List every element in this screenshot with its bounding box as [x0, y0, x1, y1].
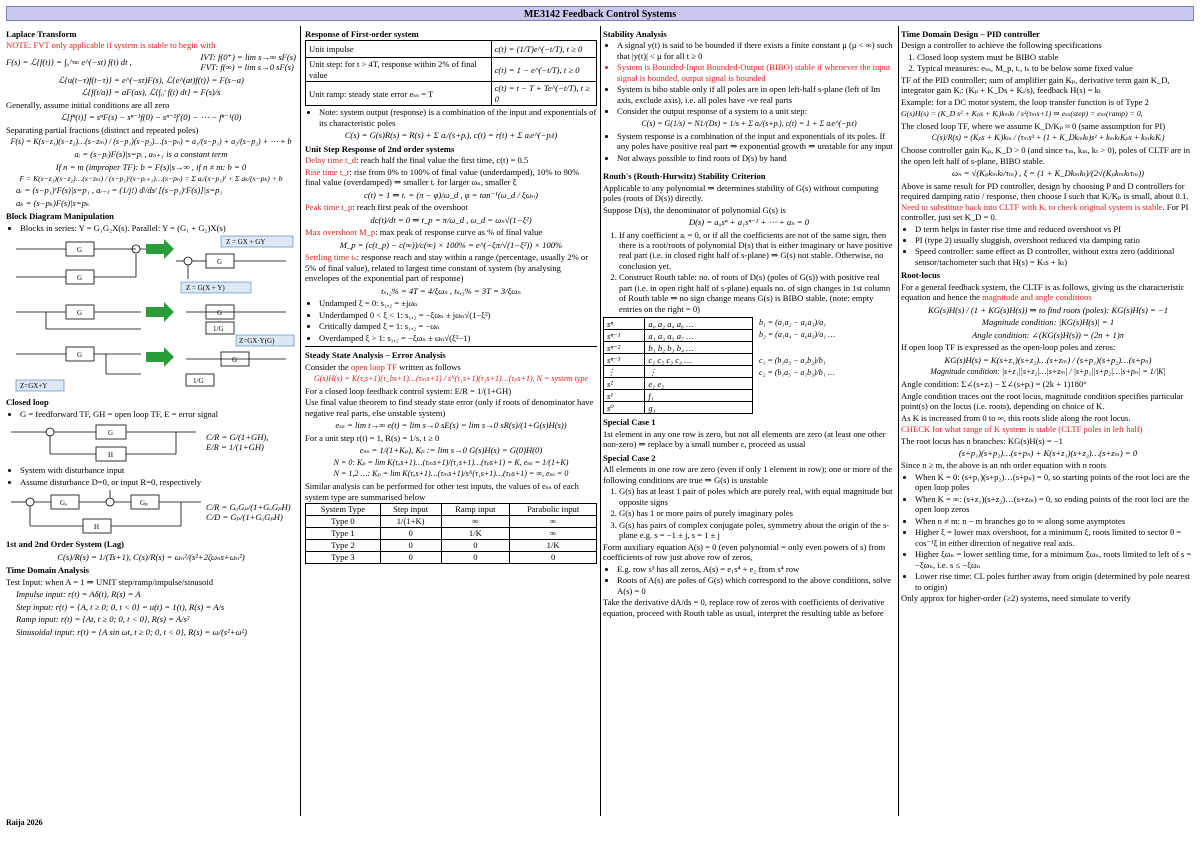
table-cell: 1/(1+K): [380, 516, 441, 528]
text: All elements in one row are zero (even if only 1 element in row); one or more of the following conditions are true ⇒ G(s) is unstable: [603, 464, 893, 485]
table-cell: s²: [604, 378, 645, 390]
equation: b₂ = (a₁a₄ − a₀a₅)/a₁ …: [759, 330, 836, 340]
table-row: [306, 58, 597, 82]
equation: C/R = G/(1+GH),: [206, 431, 269, 442]
table-row: [604, 390, 753, 402]
text: : max peak of response curve as % of final value: [375, 227, 543, 238]
equation: Angle condition: ∠(KG(s)H(s)) = (2n + 1)π: [972, 329, 1124, 340]
text: Separating partial fractions (distinct and repeated poles): [6, 124, 199, 135]
section-heading: Laplace Transform: [6, 29, 77, 39]
section-heading: Time Domain Design – PID controller: [901, 29, 1040, 39]
text: : rise from 0% to 100% of final value (underdamped), 10% to 90% final value (overdamped) ⇒ smaller tᵣ for larger ωₙ, smaller ξ: [305, 166, 580, 188]
equation: Magnitude condition: |s+z₁||s+z₂|…|s+zₘ| / |s+p₁||s+p₂|…|s+pₙ| = 1/|K|: [930, 367, 1166, 377]
equation: C(s) = G(s)R(s) = R(s) + Σ aᵢ/(s+pᵢ), c(t) = r(t) + Σ aᵢe^(−pᵢt): [344, 130, 558, 141]
equation: If n = m (improper TF): b = F(s)|s→∞ , if n ≠ m: b = 0: [55, 161, 247, 172]
text: Take the derivative dA/ds = 0, replace row of zeros with coefficients of derivative equation, proceed with Routh table as usual, interpret the resulting table as before: [603, 597, 885, 618]
term-label: Settling time tₛ: [305, 252, 357, 263]
page-title: ME3142 Feedback Control Systems: [6, 6, 1194, 21]
equation: N = 0: Kₚ = lim K(τₐs+1)…(τₘs+1)/(τ₁s+1)…(τₚs+1) = K, eₛₛ = 1/(1+K): [333, 457, 569, 467]
text: Choose controller gain Kₚ, K_D > 0 (and since τₘ, kₘ, kₜ > 0), poles of CLTF are in the open left half of s-plane, BIBO stable.: [901, 145, 1191, 166]
svg-text:G: G: [77, 309, 83, 318]
svg-text:G: G: [217, 258, 223, 267]
section-heading: Closed loop: [6, 397, 49, 408]
table-row: [306, 516, 597, 528]
table-cell: Type 1: [306, 528, 381, 540]
list-item: • System with disturbance input: [20, 465, 296, 475]
equation: C/D = Gₚ/(1+GₐGₚH): [206, 512, 283, 523]
text: : response reach and stay within a range (percentage, usually 2% or 5% of final value), related to largest time constant of system (by analysing envelopes of the exponential part of response): [305, 252, 589, 284]
text: Since n ≥ m, the above is an nth order equation with n roots: [901, 460, 1107, 471]
list-item: • Assume disturbance D=0, or input R=0, respectively: [20, 477, 296, 487]
table-row: [604, 366, 753, 378]
equation: M_p = (c(t_p) − c(∞))/c(∞) × 100% = e^(−ξπ/√(1−ξ²)) × 100%: [339, 239, 563, 250]
text: : reach first peak of the overshoot: [352, 202, 468, 213]
equation: F(s) = ℒ{f(t)} = ∫₀^∞ e^(−st) f(t) dt ,: [6, 57, 132, 68]
svg-text:G: G: [77, 246, 83, 255]
table-cell: c(t) = (1/T)e^(−t/T), t ≥ 0: [491, 41, 596, 58]
table-row: [306, 540, 597, 552]
section-heading: Special Case 1: [603, 417, 656, 428]
list-item: • Overdamped ξ > 1: s₁,₂ = −ξωₙ ± ωₙ√(ξ²−1): [319, 333, 597, 343]
svg-text:1/G: 1/G: [213, 325, 224, 334]
term-label: Peak time t_p: [305, 202, 353, 213]
svg-text:G: G: [232, 356, 238, 365]
equation: ℒ{u(t−τ)f(t−τ)} = e^(−sτ)F(s), ℒ{e^(at)f(t)} = F(s−a): [58, 74, 244, 85]
first-order-table: [305, 40, 597, 106]
table-cell: g₁: [645, 402, 753, 414]
text: CHECK for what range of K system is stable (CLTF poles in left half): [901, 424, 1143, 435]
term-label: Max overshoot M_p: [305, 227, 376, 238]
equation: N = 1,2 …: Kₚ = lim K(τₐs+1)…(τₘs+1)/sᴺ(τ₁s+1)…(τₚs+1) = ∞, eₛₛ = 0: [333, 469, 569, 479]
list-item: • System response is a combination of the input and exponentials of its poles. If any poles have positive real part ⇒ exponential growth ⇒ unstable for any input: [617, 131, 895, 152]
text: For a closed loop feedback control system: E/R = 1/(1+GH): [305, 385, 512, 396]
table-cell: Unit impulse: [306, 41, 492, 58]
text: Consider the: [305, 361, 351, 372]
list-item: 2. Typical measures: eₛₛ, M_p, tᵣ, tₛ to be below some fixed value: [917, 63, 1195, 73]
list-item: • Speed controller: same effect as D controller, without extra zero (additional sensor/tachometer such that H(s) = Kₜs + kₜ): [915, 246, 1195, 267]
column-header: Parabolic input: [510, 504, 597, 516]
table-cell: e₁ e₂: [645, 378, 753, 390]
list-item: • Consider the output response of a system to a unit step:: [617, 106, 895, 116]
svg-text:G: G: [77, 274, 83, 283]
table-cell: 0: [380, 528, 441, 540]
svg-text:1/G: 1/G: [193, 377, 204, 386]
equation: (s+p₁)(s+p₂)…(s+pₙ) + K(s+z₁)(s+z₂)…(s+zₘ) = 0: [958, 447, 1138, 458]
table-cell: a₁ a₃ a₅ a₇ …: [645, 330, 753, 342]
list-item: • When K = 0: (s+p₁)(s+p₂)…(s+pₙ) = 0, so starting points of the root loci are the open loop poles: [915, 472, 1195, 493]
text: open loop TF: [350, 361, 397, 372]
equation: C(s)/R(s) = 1/(Ts+1), C(s)/R(s) = ωₙ²/(s²+2ζωₙs+ωₙ²): [57, 551, 245, 562]
text: : reach half the final value the first time, c(t) = 0.5: [356, 155, 529, 166]
table-cell: 0: [441, 552, 510, 564]
list-item: 1. Closed loop system must be BIBO stable: [917, 52, 1195, 62]
diagram-label: Z = GX + GY: [226, 238, 266, 247]
fvt-note: NOTE: FVT only applicable if system is stable to begin with: [6, 40, 216, 51]
table-row: [604, 330, 753, 342]
equation: aᵢ = (s−pᵢ)F(s)|s=pᵢ , aₙ₊₁ is a constant term: [74, 149, 228, 160]
equation: G(s)H(s) = K(τₐs+1)(τ_bs+1)…(τₘs+1) / sᴺ(τ₁s+1)(τ₂s+1)…(τₚs+1), N = system type: [313, 374, 589, 384]
equation: Magnitude condition: |KG(s)H(s)| = 1: [981, 317, 1115, 328]
table-cell: sⁿ⁻¹: [604, 330, 645, 342]
equation: Sinusoidal input: r(t) = {A sin ωt, t ≥ 0; 0, t < 0}, R(s) = ω/(s²+ω²): [16, 626, 248, 637]
section-heading: Time Domain Analysis: [6, 565, 89, 576]
table-cell: a₀ a₂ a₄ a₆ …: [645, 318, 753, 330]
table-cell: 1/K: [441, 528, 510, 540]
equation: ℒ{f(t/a)} = aF(as), ℒ{∫₀ᵗ f(t) dt} = F(s)/s: [81, 87, 221, 98]
column-1: [6, 26, 296, 816]
text: Test Input: when A = 1 ⇒ UNIT step/ramp/impulse/sinusoid: [6, 576, 214, 587]
table-cell: sⁿ⁻²: [604, 342, 645, 354]
equation: ωₙ = √(Kₚkₘkₜ/τₘ) , ξ = (1 + K_Dkₘkₜ)/(2√(Kₚkₘkₜτₘ)): [952, 168, 1144, 179]
disturbance-diagram: [6, 488, 206, 536]
list-item: • Not always possible to find roots of D(s) by hand: [617, 153, 895, 163]
list-item: • When K = ∞: (s+z₁)(s+z₂)…(s+zₘ) = 0, so ending points of the root loci are the open loop zeros: [915, 494, 1195, 515]
column-divider: [898, 26, 899, 816]
equation: c₁ = (b₁a₃ − a₁b₂)/b₁: [759, 356, 826, 366]
text: Generally, assume initial conditions are all zero: [6, 99, 170, 110]
text: The root locus has n branches: KG(s)H(s) = −1: [901, 435, 1063, 446]
svg-text:H: H: [94, 523, 100, 532]
section-heading: Root-locus: [901, 270, 941, 281]
section-heading: Stability Analysis: [603, 29, 667, 39]
svg-text:G: G: [108, 429, 114, 438]
section-heading: Block Diagram Manipulation: [6, 211, 114, 222]
list-item: 2. Construct Routh table: no. of roots of D(s) (poles of G(s)) with positive real part (i.e. in open right half of s-plane) equals no. of sign changes in 1st column of Routh table ⇒ no sign change means G(s) is BIBO stable. (note: empty entries on the right = 0): [619, 272, 895, 314]
table-row: [306, 504, 597, 516]
equation: C(s) = G(1/s) = N1/(Ds) = 1/s + Σ aᵢ/(s+pᵢ), c(t) = 1 + Σ aᵢe^(−pᵢt): [641, 118, 857, 128]
text: TF of the PID controller; sum of amplifier gain Kₚ, derivative term gain K_D, integrator gain Kᵢ: (Kₚ + K_Ds + Kᵢ/s), feedback H(s) = kₜ: [901, 74, 1170, 96]
text: Form auxiliary equation A(s) = 0 (even polynomial = only even powers of s) from coefficients of row just above row of zeros,: [603, 541, 886, 563]
text: Applicable to any polynomial ⇒ determines stability of G(s) without computing poles (roots of D(s)) directly.: [603, 182, 879, 204]
table-cell: c(t) = 1 − e^(−t/T), t ≥ 0: [491, 58, 596, 82]
table-row: [604, 354, 753, 366]
list-item: • When n ≠ m: n − m branches go to ∞ along some asymptotes: [915, 516, 1195, 526]
svg-text:Gₚ: Gₚ: [140, 499, 149, 508]
column-4: [901, 26, 1195, 816]
table-cell: sⁿ⁻³: [604, 354, 645, 366]
text: written as follows: [396, 361, 461, 372]
table-cell: c₁ c₂ c₃ c₄ …: [645, 354, 753, 366]
equation: C/R = GₐGₚ/(1+GₐGₚH): [206, 501, 291, 512]
list-item: 2. G(s) has 1 or more pairs of purely imaginary poles: [619, 508, 895, 518]
list-item: • D term helps in faster rise time and reduced overshoot vs PI: [915, 224, 1195, 234]
list-item: 3. G(s) has pairs of complex conjugate poles, symmetry about the origin of the s-plane e.g. s = −1 ± j, s = 1 ± j: [619, 520, 895, 541]
table-cell: f₁: [645, 390, 753, 402]
section-heading: Response of First-order system: [305, 29, 419, 39]
term-label: Rise time t_r: [305, 166, 350, 177]
column-header: Ramp input: [441, 504, 510, 516]
table-cell: s⁰: [604, 402, 645, 414]
equation: D(s) = a₀sⁿ + a₁sⁿ⁻¹ + ⋯ + aₙ = 0: [688, 217, 810, 228]
equation: C(s)/R(s) = (Kₚs + Kᵢ)kₘ / (τₘs³ + (1 + K_Dkₘkₜ)s² + kₘkₜKₚs + kₘkₜKᵢ): [931, 133, 1165, 143]
equation: aᵣ = (s−p₁)ʳF(s)|s=p₁ , aᵣ₋ⱼ = (1/j!) dʲ/dsʲ [(s−p₁)ʳF(s)]|s=p₁: [16, 185, 223, 196]
list-item: • Critically damped ξ = 1: s₁,₂ = −ωₙ: [319, 321, 597, 331]
list-item: • Note: system output (response) is a combination of the input and exponentials of its characteristic poles: [319, 107, 597, 128]
equation: Step input: r(t) = {A, t ≥ 0; 0, t < 0} = u(t) = 1(t), R(s) = A/s: [16, 601, 225, 612]
list-item: • G = feedforward TF, GH = open loop TF, E = error signal: [20, 409, 296, 419]
text: Angle condition: Σ∠(s+zᵢ) − Σ∠(s+pᵢ) = (2k + 1)180°: [901, 379, 1087, 390]
list-item: 1. If any coefficient aᵢ = 0, or if all the coefficients are not of the same sign, then there is a root/roots of polynomial D(s) that is either imaginary or have positive real part (i.e. in closed right half of s-plane) ⇒ G(s) not stable. Otherwise, no conclusion yet.: [619, 230, 895, 272]
list-item: • Roots of A(s) are poles of G(s) which correspond to the above conditions, solve A(s) = 0: [617, 575, 895, 596]
text: magnitude and angle conditions: [982, 292, 1092, 303]
table-cell: 0: [441, 540, 510, 552]
list-item: • Underdamped 0 < ξ < 1: s₁,₂ = −ξωₙ ± jωₙ√(1−ξ²): [319, 310, 597, 320]
text: Example: for a DC motor system, the loop transfer function is of Type 2: [901, 96, 1149, 107]
section-heading: Special Case 2: [603, 452, 656, 463]
table-cell: 0: [380, 540, 441, 552]
equation: Impulse input: r(t) = Aδ(t), R(s) = A: [16, 589, 141, 600]
list-item: • Blocks in series: Y = G₁G₂X(s). Parallel: Y = (G₁ + G₂)X(s): [20, 223, 296, 233]
list-item: • Undamped ξ = 0: s₁,₂ = ±jωₙ: [319, 298, 597, 308]
table-row: [306, 41, 597, 58]
table-cell: ∞: [441, 516, 510, 528]
closed-loop-diagram: [6, 420, 206, 464]
equation: tₛ,₂% = 4T = 4/ξωₙ , tₛ,₅% = 3T = 3/ξωₙ: [381, 285, 521, 296]
footer-author: Raija 2026: [6, 818, 43, 827]
text: Similar analysis can be performed for other test inputs, the values of eₛₛ of each system type are summarised below: [305, 481, 579, 502]
section-heading: 1st and 2nd Order System (Lag): [6, 539, 125, 550]
list-item: 1. G(s) has at least 1 pair of poles which are purely real, with equal magnitude but opposite signs: [619, 486, 895, 507]
equation: c₂ = (b₁a₅ − a₁b₃)/b₁ …: [759, 368, 835, 378]
table-cell: 1/K: [510, 540, 597, 552]
text: Need to substitute back into CLTF with Kᵢ to check original system is stable: [901, 201, 1163, 212]
table-row: [306, 552, 597, 564]
equation: c(t) = 1 ⇒ tᵣ = (π − φ)/ω_d , φ = tan⁻¹(ω_d / ξωₙ): [363, 189, 539, 200]
text: Design a controller to achieve the following specifications: [901, 40, 1102, 51]
equation: G(s)H(s) = (K_D s² + Kₚs + Kᵢ)kₘkₜ / s²(τₘs+1) ⇒ eₛₛ(step) = eₛₛ(ramp) = 0,: [901, 109, 1143, 119]
equation: dc(t)/dt = 0 ⇒ t_p = π/ω_d , ω_d = ωₙ√(1−ξ²): [370, 214, 532, 225]
equation: aₖ = (s−pₖ)F(s)|s=pₖ: [16, 197, 90, 208]
diagram-label: Z=GX·Y(G): [239, 337, 275, 346]
equation: E/R = 1/(1+GH): [206, 442, 264, 453]
table-cell: Type 2: [306, 540, 381, 552]
svg-text:H: H: [108, 451, 114, 460]
column-2: [305, 26, 597, 816]
equation: F(s) = K(s−z₁)(s−z₂)…(s−zₘ) / (s−p₁)(s−p₂)…(s−pₙ) = a₁/(s−p₁) + a₂/(s−p₂) + ⋯ + b: [10, 137, 292, 147]
table-cell: 0: [510, 552, 597, 564]
equation: eₛₛ = lim t→∞ e(t) = lim s→0 sE(s) = lim s→0 sR(s)/(1+G(s)H(s)): [335, 420, 567, 431]
table-cell: ∞: [510, 516, 597, 528]
equation: F = K(s−z₁)(s−z₂)…(s−zₘ) / (s−p₁)ʳ(s−pᵣ₊₁)…(s−pₙ) = Σ aᵢ/(s−p₁)ⁱ + Σ aₖ/(s−pₖ) + b: [19, 174, 283, 184]
table-cell: b₁ b₂ b₃ b₄ …: [645, 342, 753, 354]
routh-table: [603, 317, 753, 414]
text: For a unit step r(t) = 1, R(s) = 1/s, t ≥ 0: [305, 432, 440, 443]
table-cell: sⁿ: [604, 318, 645, 330]
table-cell: Unit ramp: steady state error eₛₛ = T: [306, 82, 492, 106]
table-row: [604, 318, 753, 330]
table-cell: Type 3: [306, 552, 381, 564]
table-cell: s¹: [604, 390, 645, 402]
column-divider: [600, 26, 601, 816]
column-divider: [300, 26, 301, 816]
list-item: • Lower rise time: CL poles further away from origin (determined by pole nearest to origin): [915, 571, 1195, 592]
table-row: [604, 402, 753, 414]
equation: IVT: f(0⁺) = lim s→∞ sF(s): [200, 51, 296, 62]
equation: KG(s)H(s) = K(s+z₁)(s+z₂)…(s+zₘ) / (s+p₁)(s+p₂)…(s+pₙ): [944, 354, 1152, 365]
block-diagram-figure: [6, 234, 296, 394]
text: 1st element in any one row is zero, but not all elements are zero (at least one other non-zero) ⇒ replace by a small number ε, proceed as usual: [603, 428, 886, 450]
list-item: • PI (type 2) usually sluggish, overshoot reduced via damping ratio: [915, 235, 1195, 245]
diagram-label: Z=GX+Y: [20, 382, 48, 391]
table-row: [306, 82, 597, 106]
text: If open loop TF is expressed as the open-loop poles and zeros:: [901, 342, 1116, 353]
column-3: [603, 26, 895, 816]
table-cell: 0: [380, 552, 441, 564]
text: The closed loop TF, where we assume K_D/Kₚ ≈ 0 (same assumption for PI): [901, 120, 1166, 131]
equation: FVT: f(∞) = lim s→0 sF(s): [200, 62, 294, 73]
text: As K is increased from 0 to ∞, this roots slide along the root locus.: [901, 412, 1131, 423]
section-heading: Unit Step Response of 2nd order systems: [305, 143, 455, 154]
svg-text:G: G: [77, 351, 83, 360]
table-cell: c(t) = t − T + Te^(−t/T), t ≥ 0: [491, 82, 596, 106]
list-item: • A signal y(t) is said to be bounded if there exists a finite constant μ (μ < ∞) such that |y(t)| < μ for all t ≥ 0: [617, 40, 895, 61]
table-cell: Type 0: [306, 516, 381, 528]
equation: KG(s)H(s) / (1 + KG(s)H(s)) ⇒ to find roots (poles): KG(s)H(s) = −1: [927, 304, 1169, 315]
section-heading: Routh's (Routh-Hurwitz) Stability Criterion: [603, 171, 766, 182]
svg-text:G: G: [217, 309, 223, 318]
table-row: [306, 528, 597, 540]
text: Angle condition traces out the root locus, magnitude condition specifies particular point(s) on the locus (i.e. roots), depending on choice of K.: [901, 390, 1184, 412]
text: . For PI controller, just set K_D = 0.: [901, 201, 1189, 223]
table-row: [604, 342, 753, 354]
table-row: [604, 378, 753, 390]
column-header: Step input: [380, 504, 441, 516]
table-cell: ⋮: [645, 366, 753, 378]
steady-state-error-table: [305, 503, 597, 564]
text: Suppose D(s), the denominator of polynomial G(s) is: [603, 204, 786, 215]
text: Only approx for higher-order (≥2) systems, need simulate to verify: [901, 593, 1131, 604]
diagram-label: Z = G(X + Y): [186, 284, 225, 293]
table-cell: Unit step: for t > 4T, response within 2% of final value: [306, 58, 492, 82]
text: Use final value theorem to find steady state error (only if roots of denominator have negative real parts, else unstable system): [305, 397, 594, 418]
list-item: • E.g. row s³ has all zeros, A(s) = e₁s⁴ + e₂ from s⁴ row: [617, 564, 895, 574]
text: Above is same result for PD controller, design by choosing P and D controllers for required damping ratio / response, then choose I such that Kᵢ/Kₚ is small, about 0.1.: [901, 180, 1189, 202]
equation: ℒ[fⁿ(t)] = sⁿF(s) − sⁿ⁻¹f(0) − sⁿ⁻²f′(0) − ⋯ − fⁿ⁻¹(0): [60, 112, 242, 123]
table-cell: ∞: [510, 528, 597, 540]
equation: b₁ = (a₁a₂ − a₀a₃)/a₁: [759, 318, 827, 328]
svg-text:Gₐ: Gₐ: [60, 499, 67, 508]
equation: eₛₛ = 1/(1+Kₚ), Kₚ := lim s→0 G(s)H(s) = G(0)H(0): [359, 445, 543, 456]
term-label: Delay time t_d: [305, 155, 357, 166]
section-heading: Steady State Analysis – Error Analysis: [305, 350, 446, 361]
list-item: • System is bibo stable only if all poles are in open left-half s-plane (left of Im axis, exclude axis), i.e. all poles have -ve real parts: [617, 84, 895, 105]
list-item: • Higher ξ = lower max overshoot, for a minimum ξ, roots limited to sector θ = cos⁻¹ξ in either direction of negative real axis.: [915, 527, 1195, 548]
list-item: • Higher ξωₙ = lower settling time, for a minimum ξωₙ, roots limited to left of s = −ξωₙ, i.e. s ≤ −ξωₙ: [915, 549, 1195, 570]
list-item: • System is Bounded-Input Bounded-Output (BIBO) stable if whenever the input signal is bounded, output signal is bounded: [617, 62, 895, 83]
table-cell: ⋮: [604, 366, 645, 378]
equation: Ramp input: r(t) = {At, t ≥ 0; 0, t < 0}, R(s) = A/s²: [16, 614, 190, 625]
text: For a general feedback system, the CLTF is as follows, giving us the characteristic equation and hence the: [901, 281, 1185, 303]
column-header: System Type: [306, 504, 381, 516]
